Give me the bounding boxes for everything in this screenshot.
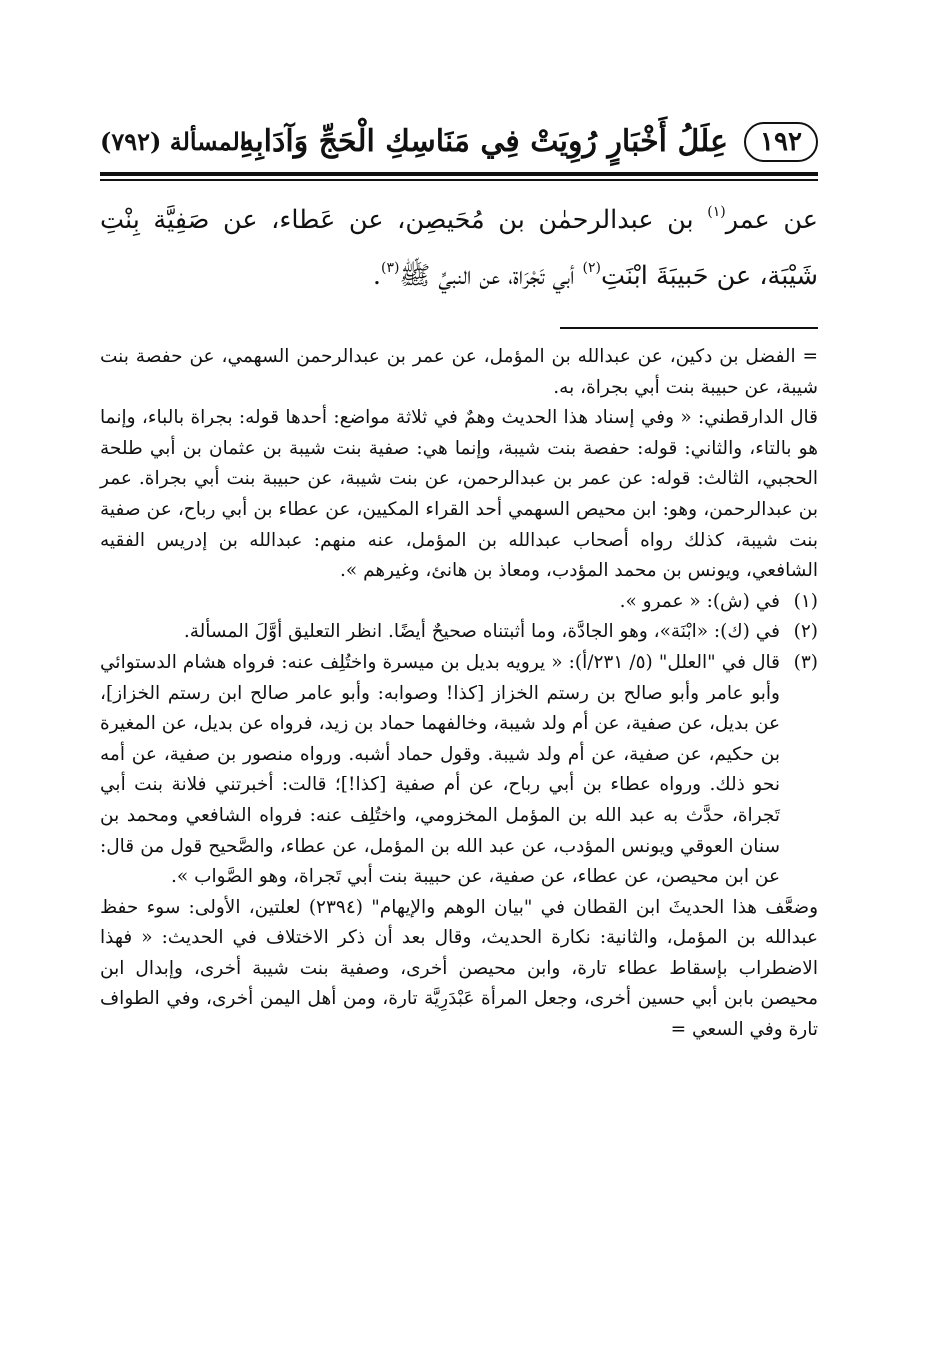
footnotes-area — [100, 342, 818, 1046]
main-text-segment: عن عمر — [725, 205, 818, 235]
footnote-item — [100, 587, 818, 618]
book-title: عِلَلُ أَخْبَارٍ رُوِيَتْ فِي مَنَاسِكِ الْحَجِّ وَآدَابِهِ — [239, 124, 728, 159]
main-text-segment: بن عبدالرحمٰن بن مُحَيصِن، عن عَطاء، عن صَفِيَّة بِنْتِ شَيْبَة، عن حَبيبَةَ ابْنَتِ — [100, 205, 818, 291]
footnote-separator — [560, 327, 818, 329]
footnote-text: قال في "العلل" (٥/ ٢٣١/أ): « يرويه بديل بن ميسرة واختُلِف عنه: فرواه هشام الدستوائي وأبو عامر وأبو صالح بن رستم الخزاز [كذا! وصوابه: وأبو عامر صالح ابن رستم الخزاز]، عن بديل، عن صفية، عن أم ولد شيبة، وخالفهما حماد بن زيد، فرواه عن بديل، عن المغيرة بن حكيم، عن صفية، عن أم ولد شيبة. وقول حماد أشبه. ورواه منصور بن صفية، عن أمه نحو ذلك. ورواه عطاء بن أبي رباح، عن أم صفية [كذا!]؛ قالت: أخبرتني فلانة بنت أبي تَجراة، حدَّث به عبد الله بن المؤمل المخزومي، واختُلِف عنه: فرواه الشافعي ومحمد بن سنان العوقي ويونس المؤدب، عن عبد الله بن المؤمل، عن عطاء، والصَّحيح قول من قال: عن ابن محيصن، عن عطاء، عن صفية، عن حبيبة بنت أبي تَجراة، وهو الصَّواب ». — [100, 651, 780, 888]
footnote-number: (١) — [793, 590, 818, 612]
continued-footnote: = الفضل بن دكين، عن عبدالله بن المؤمل، عن عمر بن عبدالرحمن السهمي، عن حفصة بنت شيبة، عن حبيبة بنت أبي بجراة، به. — [100, 346, 818, 398]
footnote-marker: (٢) — [582, 260, 601, 276]
page-header — [100, 122, 818, 166]
footnote-number: (٣) — [793, 651, 818, 673]
header-rule-thick — [100, 172, 818, 176]
footnote-marker: (١) — [707, 204, 726, 220]
footnote-item — [100, 648, 818, 893]
footnote-marker: (٣) — [380, 260, 400, 276]
daraqutni-quote: قال الدارقطني: « وفي إسناد هذا الحديث وهمٌ في ثلاثة مواضع: أحدها قوله: بجراة بالباء، وإنما هو بالتاء، والثاني: قوله: حفصة بنت شيبة، وإنما هي: صفية بنت شيبة بن عثمان بن أبي طلحة الحجبي، الثالث: قوله: عن عمر بن عبدالرحمن، عن بنت شيبة، عن حبيبة بنت أبي بجراة. عمر بن عبدالرحمن، وهو: ابن محيص السهمي أحد القراء المكيين، عن عطاء بن أبي رباح، عن صفية بنت شيبة، كذلك رواه أصحاب عبدالله بن المؤمل، عنه منهم: عبدالله بن إدريس الفقيه الشافعي، ويونس بن محمد المؤدب، ومعاذ بن هانئ، وغيرهم ». — [100, 407, 818, 582]
main-text — [100, 192, 818, 304]
footnote-item — [100, 617, 818, 648]
page-number: ١٩٢ — [744, 122, 818, 162]
footnote-text: في (ش): « عمرو ». — [619, 590, 780, 612]
header-rule-thin — [100, 179, 818, 181]
footnote-text: في (ك): «ابْنَة»، وهو الجادَّة، وما أثبتناه صحيحٌ أيضًا. انظر التعليق أوَّلَ المسألة. — [183, 621, 780, 643]
ibn-qattan-paragraph: وضعَّف هذا الحديثَ ابن القطان في "بيان الوهم والإيهام" (٢٣٩٤) لعلتين، الأولى: سوء حفظ عبدالله بن المؤمل، والثانية: نكارة الحديث، وقال بعد أن ذكر الاختلاف في الحديث: « فهذا الاضطراب بإسقاط عطاء تارة، وابن محيصن أخرى، وصفية بنت شيبة أخرى، وإبدال ابن محيصن بابن أبي حسين أخرى، وجعل المرأة عَبْدَرِيَّة تارة، ومن أهل اليمن أخرى، وفي الطواف تارة وفي السعي = — [100, 896, 819, 1041]
main-paragraph — [100, 192, 818, 304]
issue-label: المسألة (٧٩٢) — [100, 127, 247, 156]
main-text-segment: . — [372, 261, 381, 291]
footnote-number: (٢) — [793, 621, 818, 643]
main-text-segment: أبي تَجْرَاة، عن النبيِّ ﷺ — [399, 261, 583, 291]
